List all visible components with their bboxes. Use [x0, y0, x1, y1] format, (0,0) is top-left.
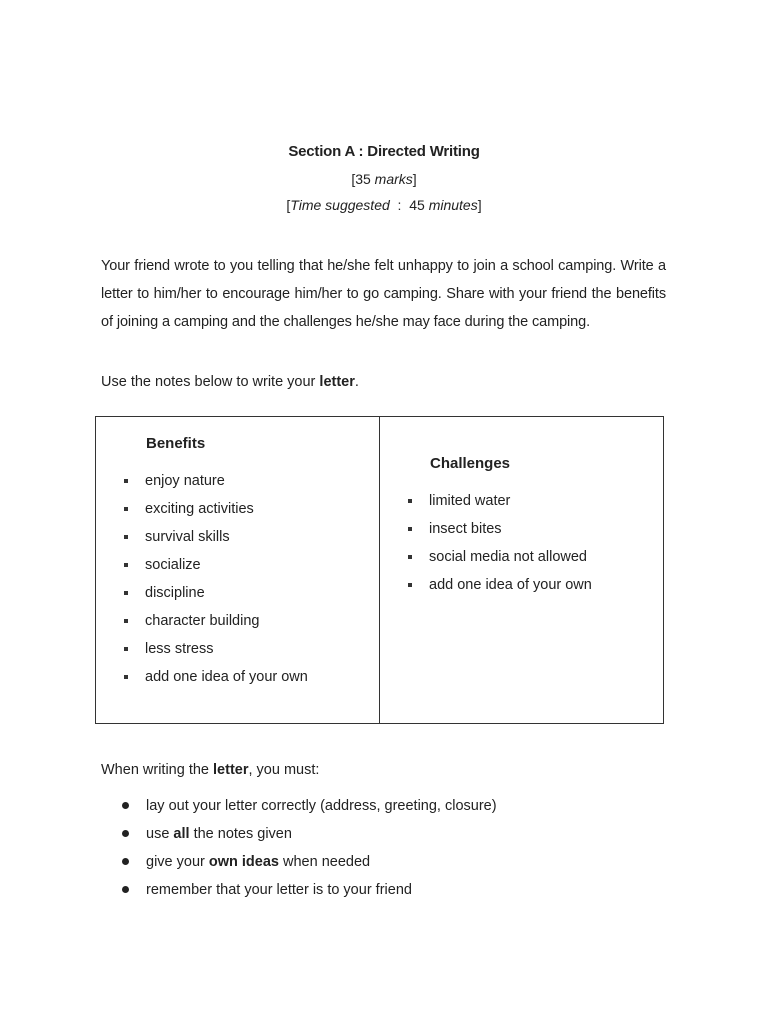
marks-close: ] — [412, 171, 417, 187]
marks-open: [35 — [351, 171, 375, 187]
benefit-item — [121, 467, 308, 495]
requirement-text-bold: own ideas — [208, 854, 279, 870]
benefit-text: socialize — [145, 557, 201, 573]
benefits-list — [121, 467, 308, 691]
challenges-heading: Challenges — [430, 455, 511, 472]
benefit-item — [121, 579, 308, 607]
bullet-square-icon — [408, 583, 412, 587]
notes-bold-word: letter — [319, 374, 355, 390]
bullet-square-icon — [124, 675, 128, 679]
requirement-text: lay out your letter correctly (address, greeting, closure) — [146, 798, 497, 814]
benefit-text: enjoy nature — [145, 473, 225, 489]
requirements-intro — [101, 762, 319, 778]
benefit-item — [121, 663, 308, 691]
section-title: Section A : Directed Writing — [288, 143, 480, 160]
benefit-text: discipline — [145, 585, 205, 601]
bullet-square-icon — [124, 647, 128, 651]
bullet-square-icon — [124, 535, 128, 539]
bullet-dot-icon — [122, 830, 129, 837]
notes-table — [95, 416, 664, 724]
benefit-text: less stress — [145, 641, 214, 657]
notes-suffix: . — [354, 374, 359, 390]
bullet-square-icon — [408, 527, 412, 531]
requirement-text-post: the notes given — [189, 826, 292, 842]
table-divider — [379, 417, 380, 723]
challenge-item — [405, 515, 592, 543]
benefit-text: survival skills — [145, 529, 230, 545]
challenge-text: limited water — [429, 493, 511, 509]
requirements-bold-word: letter — [213, 762, 249, 778]
benefit-text: add one idea of your own — [145, 669, 308, 685]
bullet-dot-icon — [122, 802, 129, 809]
benefit-item — [121, 551, 308, 579]
notes-instruction — [101, 374, 359, 390]
requirement-item — [120, 848, 497, 876]
challenge-item — [405, 487, 592, 515]
requirement-text-post: when needed — [278, 854, 371, 870]
requirement-text: remember that your letter is to your friend — [146, 882, 412, 898]
time-suggested-line — [0, 197, 768, 213]
challenge-text: insect bites — [429, 521, 502, 537]
challenge-text: add one idea of your own — [429, 577, 592, 593]
requirement-item — [120, 876, 497, 904]
time-close: ] — [477, 197, 482, 213]
requirement-item — [120, 792, 497, 820]
benefit-text: exciting activities — [145, 501, 254, 517]
marks-word: marks — [374, 171, 413, 187]
marks-line — [0, 171, 768, 187]
time-value: : 45 — [389, 197, 429, 213]
requirement-text-bold: all — [173, 826, 190, 842]
benefit-text: character building — [145, 613, 260, 629]
benefit-item — [121, 635, 308, 663]
benefit-item — [121, 495, 308, 523]
bullet-square-icon — [408, 499, 412, 503]
bullet-square-icon — [124, 619, 128, 623]
time-label: Time suggested — [290, 197, 390, 213]
requirements-list — [120, 792, 497, 904]
bullet-square-icon — [124, 563, 128, 567]
notes-prefix: Use the notes below to write your — [101, 374, 320, 390]
requirements-suffix: , you must: — [248, 762, 320, 778]
bullet-dot-icon — [122, 886, 129, 893]
bullet-square-icon — [124, 479, 128, 483]
bullet-square-icon — [124, 591, 128, 595]
time-unit: minutes — [428, 197, 478, 213]
requirement-text-pre: give your — [146, 854, 209, 870]
benefit-item — [121, 523, 308, 551]
requirement-item — [120, 820, 497, 848]
time-open: [ — [286, 197, 291, 213]
bullet-dot-icon — [122, 858, 129, 865]
requirement-text-pre: use — [146, 826, 174, 842]
benefits-heading: Benefits — [146, 435, 206, 452]
challenge-item — [405, 571, 592, 599]
challenge-item — [405, 543, 592, 571]
challenges-list — [405, 487, 592, 599]
benefit-item — [121, 607, 308, 635]
challenge-text: social media not allowed — [429, 549, 587, 565]
task-instructions: Your friend wrote to you telling that he/she felt unhappy to join a school camping. Write a letter to him/her to encourage him/her to go camping. Share with your friend the benefits of joining a camping and the challenges he/she may face during the camping. — [101, 258, 666, 330]
requirements-prefix: When writing the — [101, 762, 214, 778]
bullet-square-icon — [124, 507, 128, 511]
bullet-square-icon — [408, 555, 412, 559]
